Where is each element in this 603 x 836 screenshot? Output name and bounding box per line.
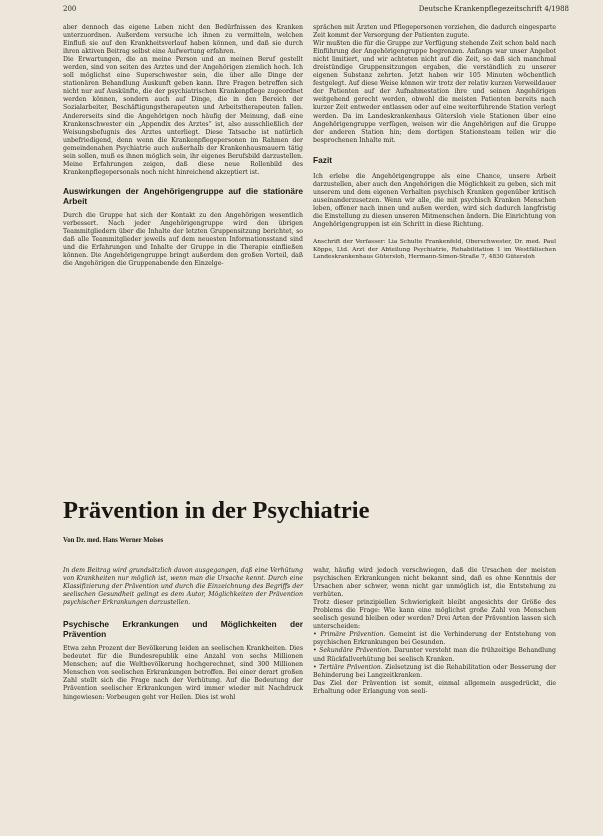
- running-header: Deutsche Krankenpflegezeitschrift 4/1988: [418, 5, 569, 13]
- paragraph: Die Erwartungen, die an meine Person und an meinen Beruf gestellt werden, sind von seiten des Arztes und der Angehörigen ziemlich hoch. Ich soll möglichst eine Superschwester sein, die über alle Dinge der stationären Behandlung Auskunft geben kann. Ihre Fragen betreffen sich nicht nur auf Auskünfte, die der psychiatrischen Krankenpflege zugeordnet werden können, sondern auch auf Dinge, die in den Bereich der Sozialarbeiter, Beschäftigungstherapeuten und Arbeitstherapeuten fallen. Andererseits sind die Angehörigen noch häufig der Meinung, daß eine Krankenschwester ein „Appendix des Arztes“ ist, also ausschließlich der Weisungsbefugnis des Arztes unterliegt. Diese Tatsache ist natürlich unbefriedigend, denn wenn die Krankenpflegepersonen im Rahmen der gemeindenahen Psychiatrie auch außerhalb der Krankenhausmauern tätig sein sollen, muß es ihnen möglich sein, ihr eigenes Berufsbild darzustellen. Meine Erfahrungen zeigen, daß diese neue Rollenbild des Krankenpflegepersonals noch nicht hinreichend akzeptiert ist.: [63, 56, 303, 176]
- right-column-bottom: [313, 567, 556, 696]
- list-item-text: . Zielsetzung ist die Rehabilitation oder Besserung der Behinderung bei Langzeitkranken.: [313, 663, 557, 679]
- paragraph: aber dennoch das eigene Leben nicht den Bedürfnissen des Kranken unterzuordnen. Außerdem versuche ich ihnen zu vermitteln, welchen Einfluß sie auf den Krankheitsverlauf haben können, und daß sie durch ihren aktiven Beitrag selbst eine Aufwertung erfahren.: [63, 24, 303, 56]
- list-item-label: Tertiäre Prävention: [319, 663, 381, 671]
- paragraph: Ich erlebe die Angehörigengruppe als eine Chance, unsere Arbeit darzustellen, aber auch den Angehörigen die Möglichkeit zu geben, sich mit unserem und dem eigenen Verhalten psychisch Kranken gegenüber kritisch auseinanderzusetzen. Wenn wir alle, die mit psychisch Kranken Menschen leben, offener nach innen und außen werden, wird sich dadurch langfristig die Einstellung zu diesen unseren Mitmenschen ändern. Die Einrichtung von Angehörigengruppen ist ein Schritt in diese Richtung.: [313, 172, 556, 228]
- list-item: • Primäre Prävention. Gemeint ist die Verhinderung der Entstehung von psychischen Erkrankungen bei Gesunden.: [313, 631, 556, 647]
- paragraph: wahr, häufig wird jedoch verschwiegen, daß die Ursachen der meisten psychischen Erkrankungen nicht bekannt sind, daß es ohne Kenntnis der Ursachen aber schwer, wenn nicht gar unmöglich ist, die Entstehung zu verhüten.: [313, 567, 556, 599]
- list-item-text: . Gemeint ist die Verhinderung der Entstehung von psychischen Erkrankungen bei Gesunden.: [313, 631, 556, 647]
- paragraph: Das Ziel der Prävention ist somit, einmal allgemein ausgedrückt, die Erhaltung oder Erlangung von seeli-: [313, 679, 556, 695]
- section-heading: Fazit: [313, 154, 333, 165]
- right-column-top: [313, 24, 556, 262]
- article-author: Von Dr. med. Hans Werner Moises: [63, 537, 164, 544]
- list-item: • Sekundäre Prävention. Darunter versteht man die frühzeitige Behandlung und Rückfallverhütung bei seelisch Kranken.: [313, 647, 556, 663]
- paragraph: Durch die Gruppe hat sich der Kontakt zu den Angehörigen wesentlich verbessert. Nach jeder Angehörigengruppe wird den übrigen Teammitgliedern über die Inhalte der letzten Gruppensitzung berichtet, so daß alle Teammitglieder jeweils auf dem neuesten Informationsstand sind und die Erfahrungen und Inhalte der Gruppe in die Therapie einfließen können. Die Angehörigengruppe bringt außerdem den großen Vorteil, daß die Angehörigen die Gruppenabende den Einzelge-: [63, 211, 303, 268]
- section-heading: Auswirkungen der Angehörigengruppe auf die stationäre Arbeit: [63, 185, 303, 206]
- list-item: • Tertiäre Prävention. Zielsetzung ist die Rehabilitation oder Besserung der Behinderung bei Langzeitkranken.: [313, 663, 557, 679]
- paragraph: sprächen mit Ärzten und Pflegepersonen vorziehen, die dadurch eingesparte Zeit kommt der Versorgung der Patienten zugute.: [313, 24, 556, 40]
- list-item-text: . Darunter versteht man die frühzeitige Behandlung und Rückfallverhütung bei seelisch Kranken.: [313, 647, 556, 663]
- author-address: Anschrift der Verfasser: Lia Schulte Frankenfeld, Oberschwester, Dr. med. Paul Köppe, Ltd. Arzt der Abteilung Psychiatrie, Rehabilitation 1 im Westfälischen Landeskrankenhaus Gütersloh, Hermann-Simon-Straße 7, 4830 Gütersloh: [313, 239, 556, 261]
- list-item-label: Sekundäre Prävention: [319, 647, 390, 655]
- article-lead: In dem Beitrag wird grundsätzlich davon ausgegangen, daß eine Verhütung von Krankheiten nur möglich ist, wenn man die Ursache kennt. Durch eine Klassifizierung der Prävention und durch die Einzeichnung des Begriffs der seelischen Gesundheit gelingt es dem Autor, Möglichkeiten der Prävention psychischer Erkrankungen darzustellen.: [63, 567, 303, 607]
- left-column-top: [63, 24, 303, 268]
- paragraph: Trotz dieser prinzipiellen Schwierigkeit bleibt angesichts der Größe des Problems die Frage: Wie kann eine möglichst große Zahl von Menschen seelisch gesund bleiben oder werden? Drei Arten der Prävention lassen sich unterscheiden:: [313, 599, 556, 631]
- page-number: 200: [63, 5, 77, 13]
- paragraph: Etwa zehn Prozent der Bevölkerung leiden an seelischen Krankheiten. Dies bedeutet für die Bundesrepublik eine Anzahl von sechs Millionen Menschen; auf die Weltbevölkerung hochgerechnet, sind 300 Millionen Menschen von seelischen Erkrankungen betroffen. Bei einer derart großen Zahl stellt sich die Frage nach der Verhütung. Auf die Bedeutung der Prävention seelischer Erkrankungen wird immer wieder mit Nachdruck hingewiesen: Vorbeugen geht vor Heilen. Dies ist wohl: [63, 645, 303, 701]
- section-heading: Psychische Erkrankungen und Möglichkeiten der Prävention: [63, 619, 303, 640]
- list-item-label: Primäre Prävention: [320, 631, 384, 639]
- paragraph: Wir mußten die für die Gruppe zur Verfügung stehende Zeit schon bald nach Einführung der Angehörigengruppe begrenzen. Anfangs war unser Angebot nicht limitiert, und wir achteten nicht auf die Zeit, so daß sich manchmal dreistündige Gruppensitzungen ergaben, die verständlich zu unserer eigenen Substanz zehrten. Jetzt haben wir 105 Minuten wöchentlich festgelegt. Auf diese Weise können wir trotz der relativ kurzen Verweildauer der Patienten auf der Aufnahmestation ihre und seinen Angehörigen weitgehend gerecht werden, obwohl die meisten Patienten bereits nach kurzer Zeit entweder entlassen oder auf eine weiterführende Station verlegt werden. Da im Landeskrankenhaus Gütersloh viele Stationen über eine Angehörigengruppe verfügen, weisen wir die Angehörigen auf die Gruppe der anderen Station hin; dem dortigen Stationsteam teilen wir die besprochenen Inhalte mit.: [313, 40, 556, 144]
- left-column-bottom: [63, 567, 303, 702]
- article-title: Prävention in der Psychiatrie: [63, 497, 370, 524]
